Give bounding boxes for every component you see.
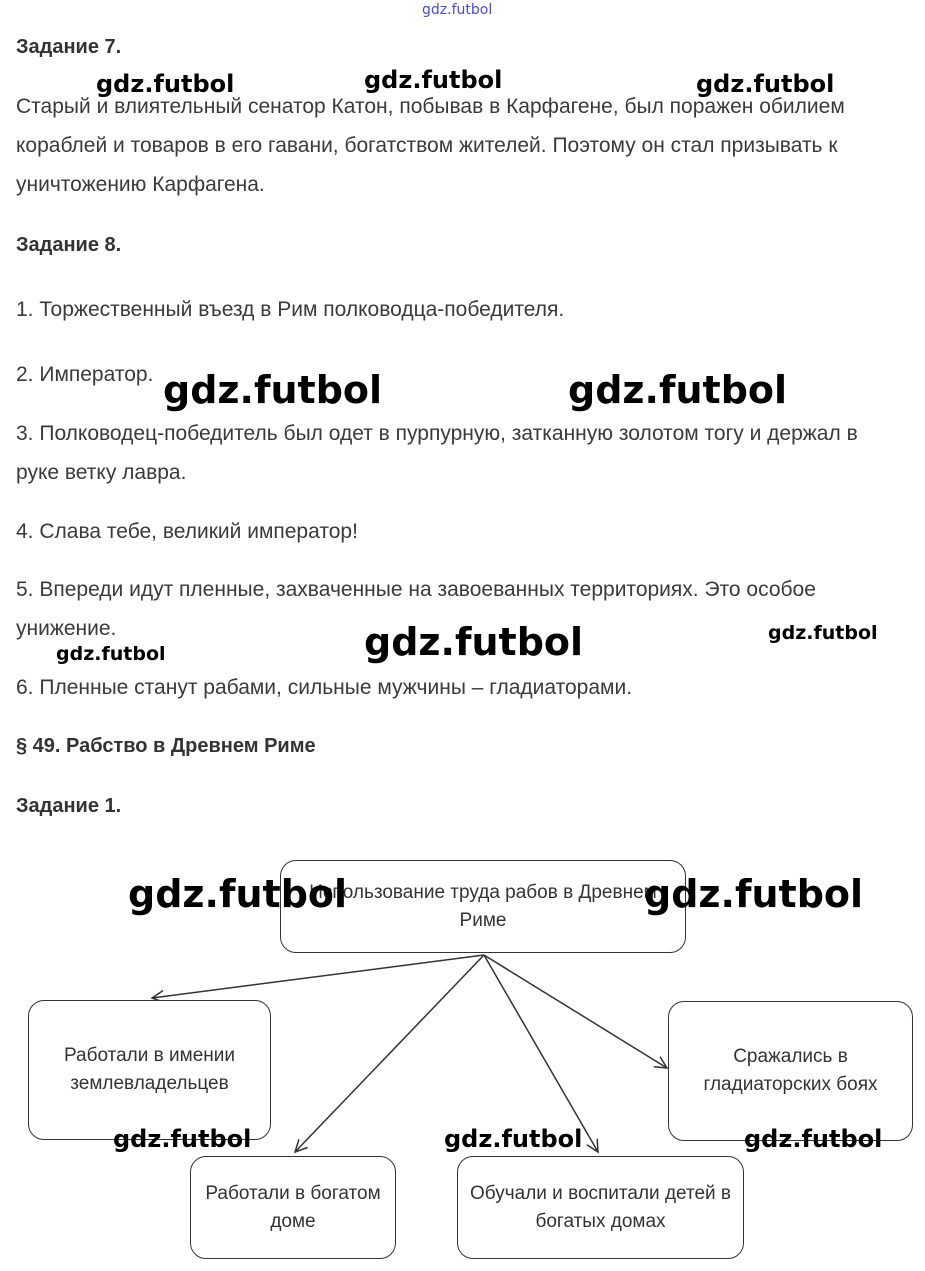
watermark: gdz.futbol bbox=[568, 368, 788, 412]
diagram-center-box: Использование труда рабов в Древнем Риме bbox=[280, 860, 686, 953]
task7-text: Старый и влиятельный сенатор Катон, побывав в Карфагене, был поражен обилием кораблей и товаров в его гавани, богатством жителей. Поэтому он стал призывать к уничтожению Карфагена. bbox=[16, 95, 845, 196]
watermark: gdz.futbol bbox=[768, 622, 878, 644]
watermark: gdz.futbol bbox=[96, 70, 235, 98]
watermark: gdz.futbol bbox=[444, 1125, 583, 1153]
task7-heading: Задание 7. bbox=[16, 36, 122, 58]
task1-heading: Задание 1. bbox=[16, 795, 122, 817]
watermark: gdz.futbol bbox=[696, 70, 835, 98]
arrow-to-children bbox=[484, 955, 598, 1152]
task8-heading: Задание 8. bbox=[16, 234, 122, 256]
watermark: gdz.futbol bbox=[364, 620, 584, 664]
task8-item-3: 3. Полководец-победитель был одет в пурпурную, затканную золотом тогу и держал в руке ветку лавра. bbox=[16, 422, 858, 484]
watermark: gdz.futbol bbox=[113, 1125, 252, 1153]
diagram-node-children: Обучали и воспитали детей в богатых домах bbox=[457, 1156, 744, 1259]
watermark: gdz.futbol bbox=[163, 368, 383, 412]
watermark: gdz.futbol bbox=[56, 643, 166, 665]
watermark: gdz.futbol bbox=[744, 1125, 883, 1153]
arrow-to-gladiators bbox=[484, 955, 667, 1068]
watermark: gdz.futbol bbox=[364, 66, 503, 94]
arrow-to-house bbox=[295, 955, 484, 1152]
section-heading: § 49. Рабство в Древнем Риме bbox=[16, 735, 316, 757]
task8-item-2: 2. Император. bbox=[16, 363, 154, 386]
watermark-top: gdz.futbol bbox=[422, 2, 493, 18]
diagram-node-house: Работали в богатом доме bbox=[190, 1156, 396, 1259]
watermark: gdz.futbol bbox=[128, 872, 348, 916]
task8-item-5: 5. Впереди идут пленные, захваченные на завоеванных территориях. Это особое унижение. bbox=[16, 578, 816, 640]
task8-item-6: 6. Пленные станут рабами, сильные мужчины – гладиаторами. bbox=[16, 676, 633, 699]
task8-item-4: 4. Слава тебе, великий император! bbox=[16, 520, 358, 543]
task8-item-1: 1. Торжественный въезд в Рим полководца-победителя. bbox=[16, 298, 565, 321]
diagram-node-estate: Работали в имении землевладельцев bbox=[28, 1000, 271, 1140]
diagram-node-gladiators: Сражались в гладиаторских боях bbox=[668, 1001, 913, 1141]
arrow-to-estate bbox=[152, 955, 484, 998]
watermark: gdz.futbol bbox=[644, 872, 864, 916]
